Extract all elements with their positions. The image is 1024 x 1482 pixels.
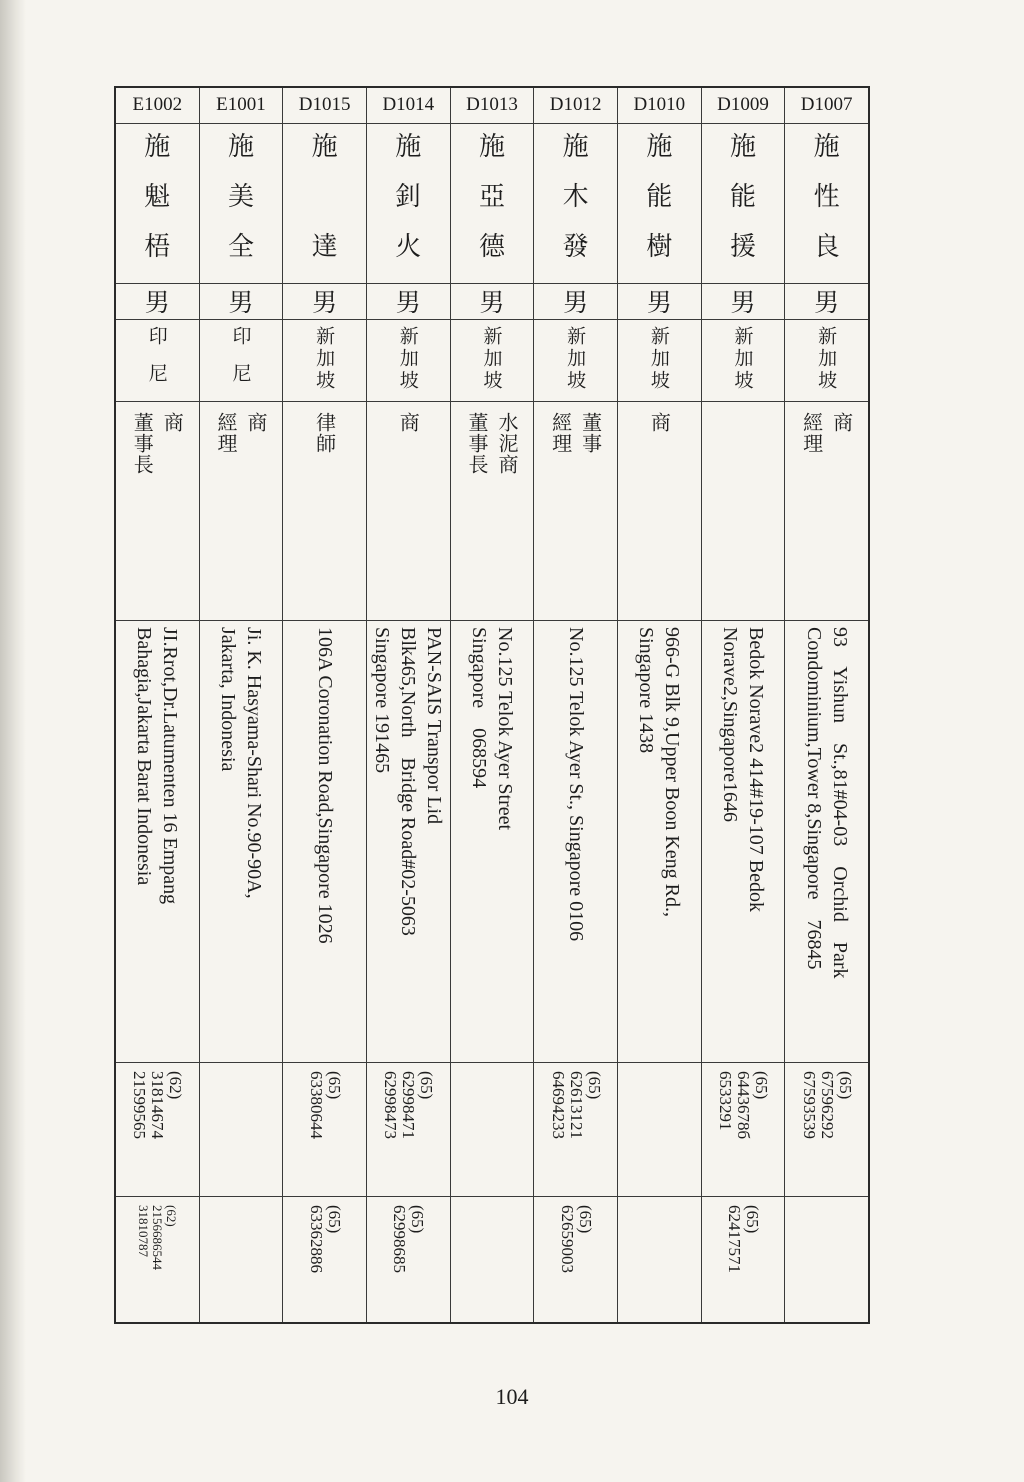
- address-line: Jakarta, Indonesia: [216, 627, 239, 772]
- name-char: 發: [562, 232, 589, 263]
- address-cell: [702, 621, 785, 1063]
- telephone-text: [549, 1071, 603, 1139]
- address-cell: [451, 621, 534, 1063]
- name-char: 亞: [478, 182, 505, 213]
- telephone-line: (65): [417, 1071, 437, 1100]
- fax-cell: [702, 1197, 785, 1322]
- name-cell: [116, 124, 199, 284]
- name-cell: [451, 124, 534, 284]
- name-cell: [367, 124, 450, 284]
- name-char: 樹: [646, 232, 673, 263]
- nationality-cell: [702, 320, 785, 402]
- fax-line: 62659003: [557, 1205, 577, 1274]
- nationality-cell: [116, 320, 199, 402]
- nationality-cell: [451, 320, 534, 402]
- address-text: [215, 627, 267, 1063]
- occupation-line: 經理: [213, 411, 238, 454]
- sex-cell: 男: [618, 284, 701, 320]
- occupation-line: 律師: [312, 411, 337, 454]
- sex-cell: 男: [367, 284, 450, 320]
- nationality-cell: [618, 320, 701, 402]
- occupation-line: 商: [647, 411, 672, 433]
- telephone-cell: [283, 1063, 366, 1197]
- record-id: D1013: [451, 88, 534, 124]
- occupation-line: 商: [396, 411, 421, 433]
- record-id: D1010: [618, 88, 701, 124]
- telephone-line: 6533291: [715, 1071, 735, 1131]
- telephone-cell: [116, 1063, 199, 1197]
- address-text: [717, 627, 769, 1063]
- record-column: [784, 88, 868, 1322]
- address-line: Bedok Norave2 414#19-107 Bedok: [744, 627, 767, 913]
- record-column: [366, 88, 450, 1322]
- fax-line: 62998685: [390, 1205, 410, 1274]
- telephone-line: (65): [584, 1071, 604, 1100]
- sex-cell: 男: [451, 284, 534, 320]
- fax-text: [307, 1205, 343, 1273]
- name-char: 火: [395, 232, 422, 263]
- telephone-text: [716, 1071, 770, 1139]
- address-text: [369, 627, 447, 1063]
- nationality-cell: [785, 320, 868, 402]
- sex-cell: 男: [534, 284, 617, 320]
- record-column: [282, 88, 366, 1322]
- fax-line: (65): [408, 1205, 428, 1234]
- name-char: 施: [311, 131, 338, 162]
- telephone-line: 64694233: [548, 1071, 568, 1140]
- telephone-line: 62998473: [381, 1071, 401, 1140]
- address-cell: [534, 621, 617, 1063]
- name-char: 全: [227, 232, 254, 263]
- fax-cell: [367, 1197, 450, 1322]
- fax-text: [558, 1205, 594, 1273]
- occupation-line: 經理: [799, 411, 824, 454]
- telephone-text: [130, 1071, 184, 1139]
- occupation-text: [797, 412, 857, 621]
- record-id: D1007: [785, 88, 868, 124]
- address-line: PAN-SAIS Transpor Lid: [423, 627, 446, 825]
- telephone-line: 6443678б: [733, 1071, 753, 1140]
- record-column: [617, 88, 701, 1322]
- record-id: D1009: [702, 88, 785, 124]
- name-char: 釗: [395, 182, 422, 213]
- record-column: [116, 88, 199, 1322]
- name-char: 性: [813, 182, 840, 213]
- sex-cell: 男: [702, 284, 785, 320]
- name-char: 木: [562, 182, 589, 213]
- fax-line: 31810787: [136, 1205, 152, 1258]
- occupation-cell: [785, 402, 868, 622]
- name-cell: [534, 124, 617, 284]
- occupation-cell: [283, 402, 366, 622]
- address-line: 106A Coronation Road,Singapore 1026: [313, 627, 336, 944]
- fax-text: [390, 1205, 426, 1273]
- telephone-line: 31814674: [148, 1071, 168, 1140]
- nationality-text: 新加坡: [731, 325, 754, 392]
- occupation-text: [393, 412, 423, 621]
- page-number: 104: [495, 1384, 529, 1409]
- nationality-text: 新加坡: [647, 325, 670, 392]
- occupation-cell: [367, 402, 450, 622]
- address-text: [633, 627, 685, 1063]
- name-char: 能: [729, 182, 756, 213]
- telephone-cell: [785, 1063, 868, 1197]
- occupation-line: 商: [160, 411, 185, 433]
- sex-cell: 男: [116, 284, 199, 320]
- address-text: [131, 627, 183, 1063]
- occupation-cell: [116, 402, 199, 622]
- telephone-text: [381, 1071, 435, 1139]
- telephone-cell: [200, 1063, 283, 1197]
- record-id: E1001: [200, 88, 283, 124]
- address-text: [312, 627, 338, 1063]
- name-cell: [618, 124, 701, 284]
- name-cell: [283, 124, 366, 284]
- nationality-text: 新加坡: [480, 325, 503, 392]
- fax-cell: [618, 1197, 701, 1322]
- occupation-text: [644, 412, 674, 621]
- nationality-cell: [534, 320, 617, 402]
- address-cell: [200, 621, 283, 1063]
- occupation-line: 經理: [548, 411, 573, 454]
- address-line: 966-G Blk 9,Upper Boon Keng Rd.,: [661, 627, 684, 918]
- address-cell: [785, 621, 868, 1063]
- address-cell: [367, 621, 450, 1063]
- address-line: 93 Yishun St.,81#04-03 Orchid Park: [828, 627, 851, 979]
- address-line: Singapore 191465: [371, 627, 394, 774]
- occupation-line: 水泥商: [494, 411, 519, 475]
- name-char: 施: [227, 131, 254, 162]
- name-char: 施: [562, 131, 589, 162]
- name-char: 施: [813, 131, 840, 162]
- telephone-line: 62998471: [399, 1071, 419, 1140]
- nationality-text: 新加坡: [815, 325, 838, 392]
- address-cell: [618, 621, 701, 1063]
- occupation-cell: [200, 402, 283, 622]
- nationality-text: 新加坡: [396, 325, 419, 392]
- telephone-cell: [618, 1063, 701, 1197]
- nationality-text: 印尼: [229, 325, 252, 400]
- address-line: Ji. K. Hasyama-Shari No.90-90A,: [242, 627, 265, 899]
- telephone-line: (62): [166, 1071, 186, 1100]
- nationality-cell: [200, 320, 283, 402]
- address-line: No.125 Telok Ayer St., Singapore 0106: [564, 627, 587, 942]
- record-column: [701, 88, 785, 1322]
- name-char: 良: [813, 232, 840, 263]
- name-char: 施: [478, 131, 505, 162]
- address-line: Blk465,North Bridge Road#02-5063: [397, 627, 420, 937]
- member-table: [114, 86, 870, 1324]
- fax-line: (65): [742, 1205, 762, 1234]
- address-line: Norave2,Singapore1646: [718, 627, 741, 823]
- telephone-line: (65): [324, 1071, 344, 1100]
- nationality-text: 印尼: [145, 325, 168, 400]
- telephone-cell: [451, 1063, 534, 1197]
- occupation-line: 商: [829, 411, 854, 433]
- record-id: D1012: [534, 88, 617, 124]
- address-cell: [116, 621, 199, 1063]
- telephone-text: [307, 1071, 343, 1139]
- occupation-line: 董事長: [130, 411, 155, 475]
- address-line: Singapore 1438: [635, 627, 658, 754]
- occupation-text: [211, 412, 271, 621]
- address-line: Singapore 068594: [467, 627, 490, 789]
- fax-line: 2156686544: [150, 1205, 166, 1271]
- address-line: Bahagia,Jakarta Barat Indonesia: [133, 627, 156, 886]
- telephone-line: 21599565: [130, 1071, 150, 1140]
- fax-line: (62): [164, 1205, 180, 1227]
- name-char: 能: [646, 182, 673, 213]
- address-cell: [283, 621, 366, 1063]
- fax-cell: [283, 1197, 366, 1322]
- telephone-text: [800, 1071, 854, 1139]
- occupation-cell: [451, 402, 534, 622]
- occupation-cell: [534, 402, 617, 622]
- name-char: 美: [227, 182, 254, 213]
- sex-cell: 男: [200, 284, 283, 320]
- fax-cell: [785, 1197, 868, 1322]
- name-char: 施: [395, 131, 422, 162]
- name-char: 援: [729, 232, 756, 263]
- telephone-line: (65): [751, 1071, 771, 1100]
- fax-line: 62417571: [724, 1205, 744, 1274]
- name-char: 達: [311, 232, 338, 263]
- telephone-line: 67593539: [799, 1071, 819, 1140]
- fax-cell: [200, 1197, 283, 1322]
- occupation-cell: [618, 402, 701, 622]
- record-column: [199, 88, 283, 1322]
- record-column: [533, 88, 617, 1322]
- sex-cell: 男: [785, 284, 868, 320]
- occupation-text: [462, 412, 522, 621]
- nationality-cell: [283, 320, 366, 402]
- address-line: Condominium,Tower 8,Singapore 76845: [802, 627, 825, 970]
- nationality-cell: [367, 320, 450, 402]
- occupation-line: 董事長: [464, 411, 489, 475]
- sex-cell: 男: [283, 284, 366, 320]
- name-char: 施: [646, 131, 673, 162]
- name-char: 施: [729, 131, 756, 162]
- address-line: No.125 Telok Ayer Street: [493, 627, 516, 831]
- address-line: JI.Rrot,Dr.Latumenten 16 Empang: [159, 627, 182, 905]
- book-spine-shadow: [0, 0, 26, 1482]
- name-cell: [702, 124, 785, 284]
- telephone-line: 67596292: [817, 1071, 837, 1140]
- fax-cell: [534, 1197, 617, 1322]
- occupation-line: 董事: [578, 411, 603, 454]
- fax-line: (65): [575, 1205, 595, 1234]
- fax-line: (65): [324, 1205, 344, 1234]
- record-column: [450, 88, 534, 1322]
- occupation-text: [546, 412, 606, 621]
- telephone-cell: [534, 1063, 617, 1197]
- fax-text: [725, 1205, 761, 1273]
- nationality-text: 新加坡: [313, 325, 336, 392]
- fax-cell: [116, 1197, 199, 1322]
- occupation-line: 商: [243, 411, 268, 433]
- name-char: 梧: [144, 232, 171, 263]
- telephone-cell: [367, 1063, 450, 1197]
- telephone-line: 62613121: [566, 1071, 586, 1140]
- telephone-cell: [702, 1063, 785, 1197]
- name-cell: [200, 124, 283, 284]
- occupation-text: [310, 412, 340, 621]
- record-id: E1002: [116, 88, 199, 124]
- telephone-line: 63380644: [306, 1071, 326, 1140]
- address-text: [563, 627, 589, 1063]
- name-char: 魁: [144, 182, 171, 213]
- address-text: [801, 627, 853, 1063]
- nationality-text: 新加坡: [564, 325, 587, 392]
- record-id: D1014: [367, 88, 450, 124]
- occupation-cell: [702, 402, 785, 622]
- occupation-text: [127, 412, 187, 621]
- name-cell: [785, 124, 868, 284]
- fax-line: 63362886: [306, 1205, 326, 1274]
- record-id: D1015: [283, 88, 366, 124]
- telephone-line: (65): [835, 1071, 855, 1100]
- address-text: [466, 627, 518, 1063]
- name-char: 施: [144, 131, 171, 162]
- name-char: 德: [478, 232, 505, 263]
- fax-text: [136, 1205, 178, 1270]
- fax-cell: [451, 1197, 534, 1322]
